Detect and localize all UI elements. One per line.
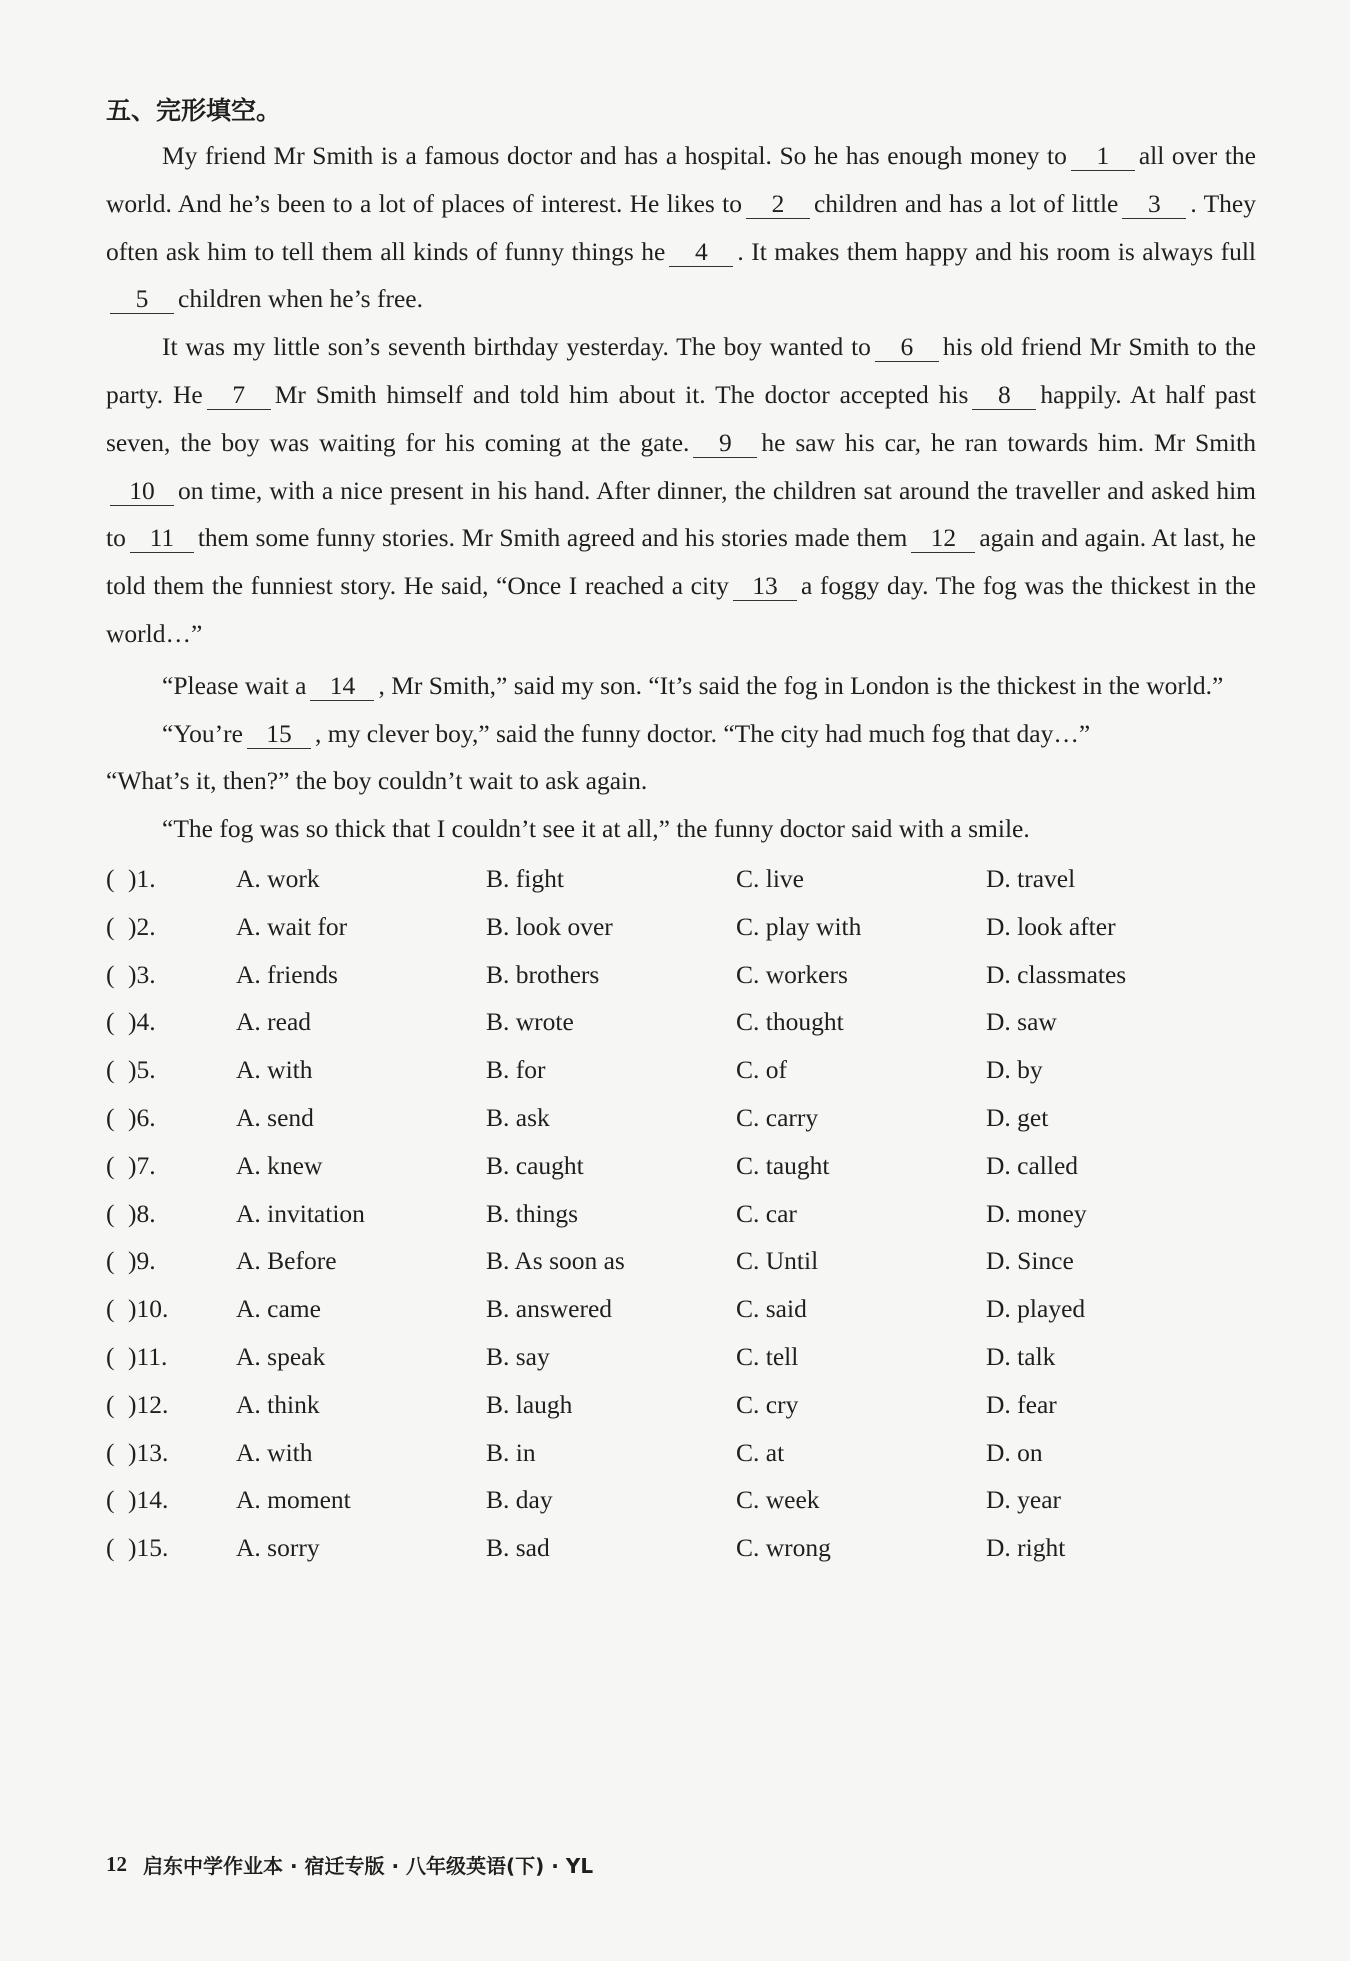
answer-paren[interactable]: ( xyxy=(106,1389,115,1419)
option-b[interactable]: B. caught xyxy=(486,1150,584,1180)
option-c[interactable]: C. car xyxy=(736,1198,797,1228)
question-row xyxy=(106,1190,1256,1238)
paragraph-6: “The fog was so thick that I couldn’t see it at all,” the funny doctor said with a smile. xyxy=(162,814,1030,844)
answer-paren[interactable]: ( xyxy=(106,1246,115,1276)
question-number: )15. xyxy=(128,1533,169,1563)
cloze-passage xyxy=(106,132,1256,853)
answer-paren[interactable]: ( xyxy=(106,959,115,989)
option-a[interactable]: A. read xyxy=(236,1007,312,1037)
section-title: 五、完形填空。 xyxy=(106,96,282,125)
option-a[interactable]: A. sorry xyxy=(236,1533,320,1563)
passage-text: children when he’s free. xyxy=(178,284,423,314)
option-d[interactable]: D. classmates xyxy=(986,959,1127,989)
option-b[interactable]: B. sad xyxy=(486,1533,550,1563)
blank-6: 6 xyxy=(875,333,939,362)
option-a[interactable]: A. moment xyxy=(236,1485,351,1515)
passage-text: children and has a lot of little xyxy=(813,188,1119,218)
option-d[interactable]: D. year xyxy=(986,1485,1062,1515)
passage-text: , Mr Smith,” said my son. “It’s said the fog in London is the thickest in the world.” xyxy=(378,670,1224,700)
answer-paren[interactable]: ( xyxy=(106,1198,115,1228)
paragraph-5: “What’s it, then?” the boy couldn’t wait to ask again. xyxy=(106,766,648,796)
question-number: )13. xyxy=(128,1437,169,1467)
option-c[interactable]: C. live xyxy=(736,863,804,893)
blank-10: 10 xyxy=(110,477,174,506)
option-a[interactable]: A. wait for xyxy=(236,911,348,941)
option-a[interactable]: A. with xyxy=(236,1437,313,1467)
option-b[interactable]: B. laugh xyxy=(486,1389,573,1419)
option-d[interactable]: D. by xyxy=(986,1055,1043,1085)
blank-3: 3 xyxy=(1122,190,1186,219)
passage-text: a foggy day. The fog was the thickest in the world…” xyxy=(106,571,1256,648)
question-row xyxy=(106,1333,1256,1381)
option-b[interactable]: B. say xyxy=(486,1341,550,1371)
question-row xyxy=(106,903,1256,951)
passage-text: , my clever boy,” said the funny doctor. “The city had much fog that day…” xyxy=(314,718,1091,748)
question-row xyxy=(106,1476,1256,1524)
question-row xyxy=(106,1094,1256,1142)
page-number: 12 xyxy=(106,1852,127,1876)
option-c[interactable]: C. cry xyxy=(736,1389,799,1419)
passage-text: My friend Mr Smith is a famous doctor and has a hospital. So he has enough money to xyxy=(162,141,1067,170)
option-a[interactable]: A. came xyxy=(236,1294,321,1324)
blank-2: 2 xyxy=(746,190,810,219)
passage-text: . They often ask him to tell them all kinds of funny things he xyxy=(106,188,1256,266)
question-number: )5. xyxy=(128,1055,156,1085)
question-row xyxy=(106,1285,1256,1333)
answer-options xyxy=(106,855,1256,1572)
blank-13: 13 xyxy=(733,572,797,601)
option-b[interactable]: B. day xyxy=(486,1485,553,1515)
question-number: )12. xyxy=(128,1389,169,1419)
answer-paren[interactable]: ( xyxy=(106,911,115,941)
option-c[interactable]: C. play with xyxy=(736,911,862,941)
passage-text: “Please wait a xyxy=(162,670,307,700)
cloze-section xyxy=(106,92,1256,1572)
answer-paren[interactable]: ( xyxy=(106,1341,115,1371)
answer-paren[interactable]: ( xyxy=(106,1007,115,1037)
option-d[interactable]: D. look after xyxy=(986,911,1116,941)
option-d[interactable]: D. money xyxy=(986,1198,1087,1228)
answer-paren[interactable]: ( xyxy=(106,863,115,893)
question-number: )9. xyxy=(128,1246,156,1276)
question-row xyxy=(106,1524,1256,1572)
option-d[interactable]: D. right xyxy=(986,1533,1066,1563)
option-b[interactable]: B. in xyxy=(486,1437,536,1467)
question-row xyxy=(106,1046,1256,1094)
question-number: )11. xyxy=(128,1341,168,1371)
option-b[interactable]: B. fight xyxy=(486,863,564,893)
option-c[interactable]: C. Until xyxy=(736,1246,819,1276)
passage-text: all over the world. And he’s been to a lot of places of interest. He likes to xyxy=(106,141,1256,218)
blank-8: 8 xyxy=(972,381,1036,410)
blank-5: 5 xyxy=(110,285,174,314)
paragraph-2 xyxy=(106,323,1256,658)
option-a[interactable]: A. send xyxy=(236,1102,314,1132)
blank-15: 15 xyxy=(247,720,311,749)
option-b[interactable]: B. brothers xyxy=(486,959,600,989)
question-number: )1. xyxy=(128,863,156,893)
option-a[interactable]: A. knew xyxy=(236,1150,323,1180)
option-a[interactable]: A. Before xyxy=(236,1246,337,1276)
answer-paren[interactable]: ( xyxy=(106,1150,115,1180)
answer-paren[interactable]: ( xyxy=(106,1437,115,1467)
passage-text: he saw his car, he ran towards him. Mr Smith xyxy=(761,427,1256,457)
passage-text: It was my little son’s seventh birthday yesterday. The boy wanted to xyxy=(162,332,871,362)
option-b[interactable]: B. look over xyxy=(486,911,613,941)
option-a[interactable]: A. think xyxy=(236,1389,320,1419)
option-d[interactable]: D. saw xyxy=(986,1007,1057,1037)
option-a[interactable]: A. invitation xyxy=(236,1198,365,1228)
passage-text: . It makes them happy and his room is always full xyxy=(737,236,1256,266)
option-d[interactable]: D. called xyxy=(986,1150,1079,1180)
blank-9: 9 xyxy=(693,429,757,458)
option-a[interactable]: A. speak xyxy=(236,1341,326,1371)
option-c[interactable]: C. week xyxy=(736,1485,820,1515)
page-footer xyxy=(106,1850,593,1879)
question-number: )10. xyxy=(128,1294,169,1324)
option-b[interactable]: B. for xyxy=(486,1055,546,1085)
question-number: )7. xyxy=(128,1150,156,1180)
question-row xyxy=(106,1142,1256,1190)
option-b[interactable]: B. wrote xyxy=(486,1007,574,1037)
question-row xyxy=(106,1429,1256,1477)
paragraph-3 xyxy=(106,662,1256,710)
option-b[interactable]: B. answered xyxy=(486,1294,613,1324)
passage-text: Mr Smith himself and told him about it. The doctor accepted his xyxy=(274,379,969,409)
passage-text: again and again. At last, he told them the funniest story. He said, “Once I reached a city xyxy=(106,523,1256,601)
answer-paren[interactable]: ( xyxy=(106,1485,115,1515)
option-c[interactable]: C. carry xyxy=(736,1102,819,1132)
option-d[interactable]: D. travel xyxy=(986,863,1076,893)
blank-7: 7 xyxy=(207,381,271,410)
question-number: )3. xyxy=(128,959,156,989)
answer-paren[interactable]: ( xyxy=(106,1102,115,1132)
question-row xyxy=(106,998,1256,1046)
question-row xyxy=(106,855,1256,903)
option-a[interactable]: A. friends xyxy=(236,959,338,989)
passage-text: “You’re xyxy=(162,718,243,748)
option-c[interactable]: C. taught xyxy=(736,1150,830,1180)
passage-text: them some funny stories. Mr Smith agreed and his stories made them xyxy=(197,523,908,553)
blank-1: 1 xyxy=(1071,142,1135,171)
question-number: )8. xyxy=(128,1198,156,1228)
question-number: )4. xyxy=(128,1007,156,1037)
question-number: )2. xyxy=(128,911,156,941)
option-c[interactable]: C. of xyxy=(736,1055,787,1085)
option-b[interactable]: B. things xyxy=(486,1198,579,1228)
passage-text: his old friend Mr Smith to the party. He xyxy=(106,332,1256,409)
option-d[interactable]: D. fear xyxy=(986,1389,1057,1419)
option-a[interactable]: A. with xyxy=(236,1055,313,1085)
blank-4: 4 xyxy=(669,238,733,267)
option-b[interactable]: B. ask xyxy=(486,1102,550,1132)
option-c[interactable]: C. at xyxy=(736,1437,785,1467)
option-c[interactable]: C. thought xyxy=(736,1007,844,1037)
option-d[interactable]: D. on xyxy=(986,1437,1043,1467)
passage-text: happily. At half past seven, the boy was waiting for his coming at the gate. xyxy=(106,379,1256,457)
blank-14: 14 xyxy=(310,672,374,701)
option-d[interactable]: D. talk xyxy=(986,1341,1056,1371)
question-row xyxy=(106,1237,1256,1285)
paragraph-4 xyxy=(106,710,1256,758)
option-c[interactable]: C. tell xyxy=(736,1341,799,1371)
blank-12: 12 xyxy=(911,524,975,553)
answer-paren[interactable]: ( xyxy=(106,1533,115,1563)
question-number: )6. xyxy=(128,1102,156,1132)
blank-11: 11 xyxy=(130,524,194,553)
passage-text: on time, with a nice present in his hand. After dinner, the children sat around the traveller and asked him to xyxy=(106,475,1256,553)
option-b[interactable]: B. As soon as xyxy=(486,1246,625,1276)
paragraph-1 xyxy=(106,132,1256,323)
option-d[interactable]: D. Since xyxy=(986,1246,1074,1276)
question-row xyxy=(106,951,1256,999)
option-a[interactable]: A. work xyxy=(236,863,320,893)
option-d[interactable]: D. played xyxy=(986,1294,1086,1324)
option-c[interactable]: C. said xyxy=(736,1294,807,1324)
option-d[interactable]: D. get xyxy=(986,1102,1049,1132)
book-title: 启东中学作业本 · 宿迁专版 · 八年级英语(下) · YL xyxy=(143,1854,594,1878)
question-row xyxy=(106,1381,1256,1429)
question-number: )14. xyxy=(128,1485,169,1515)
answer-paren[interactable]: ( xyxy=(106,1294,115,1324)
answer-paren[interactable]: ( xyxy=(106,1055,115,1085)
option-c[interactable]: C. workers xyxy=(736,959,848,989)
option-c[interactable]: C. wrong xyxy=(736,1533,831,1563)
